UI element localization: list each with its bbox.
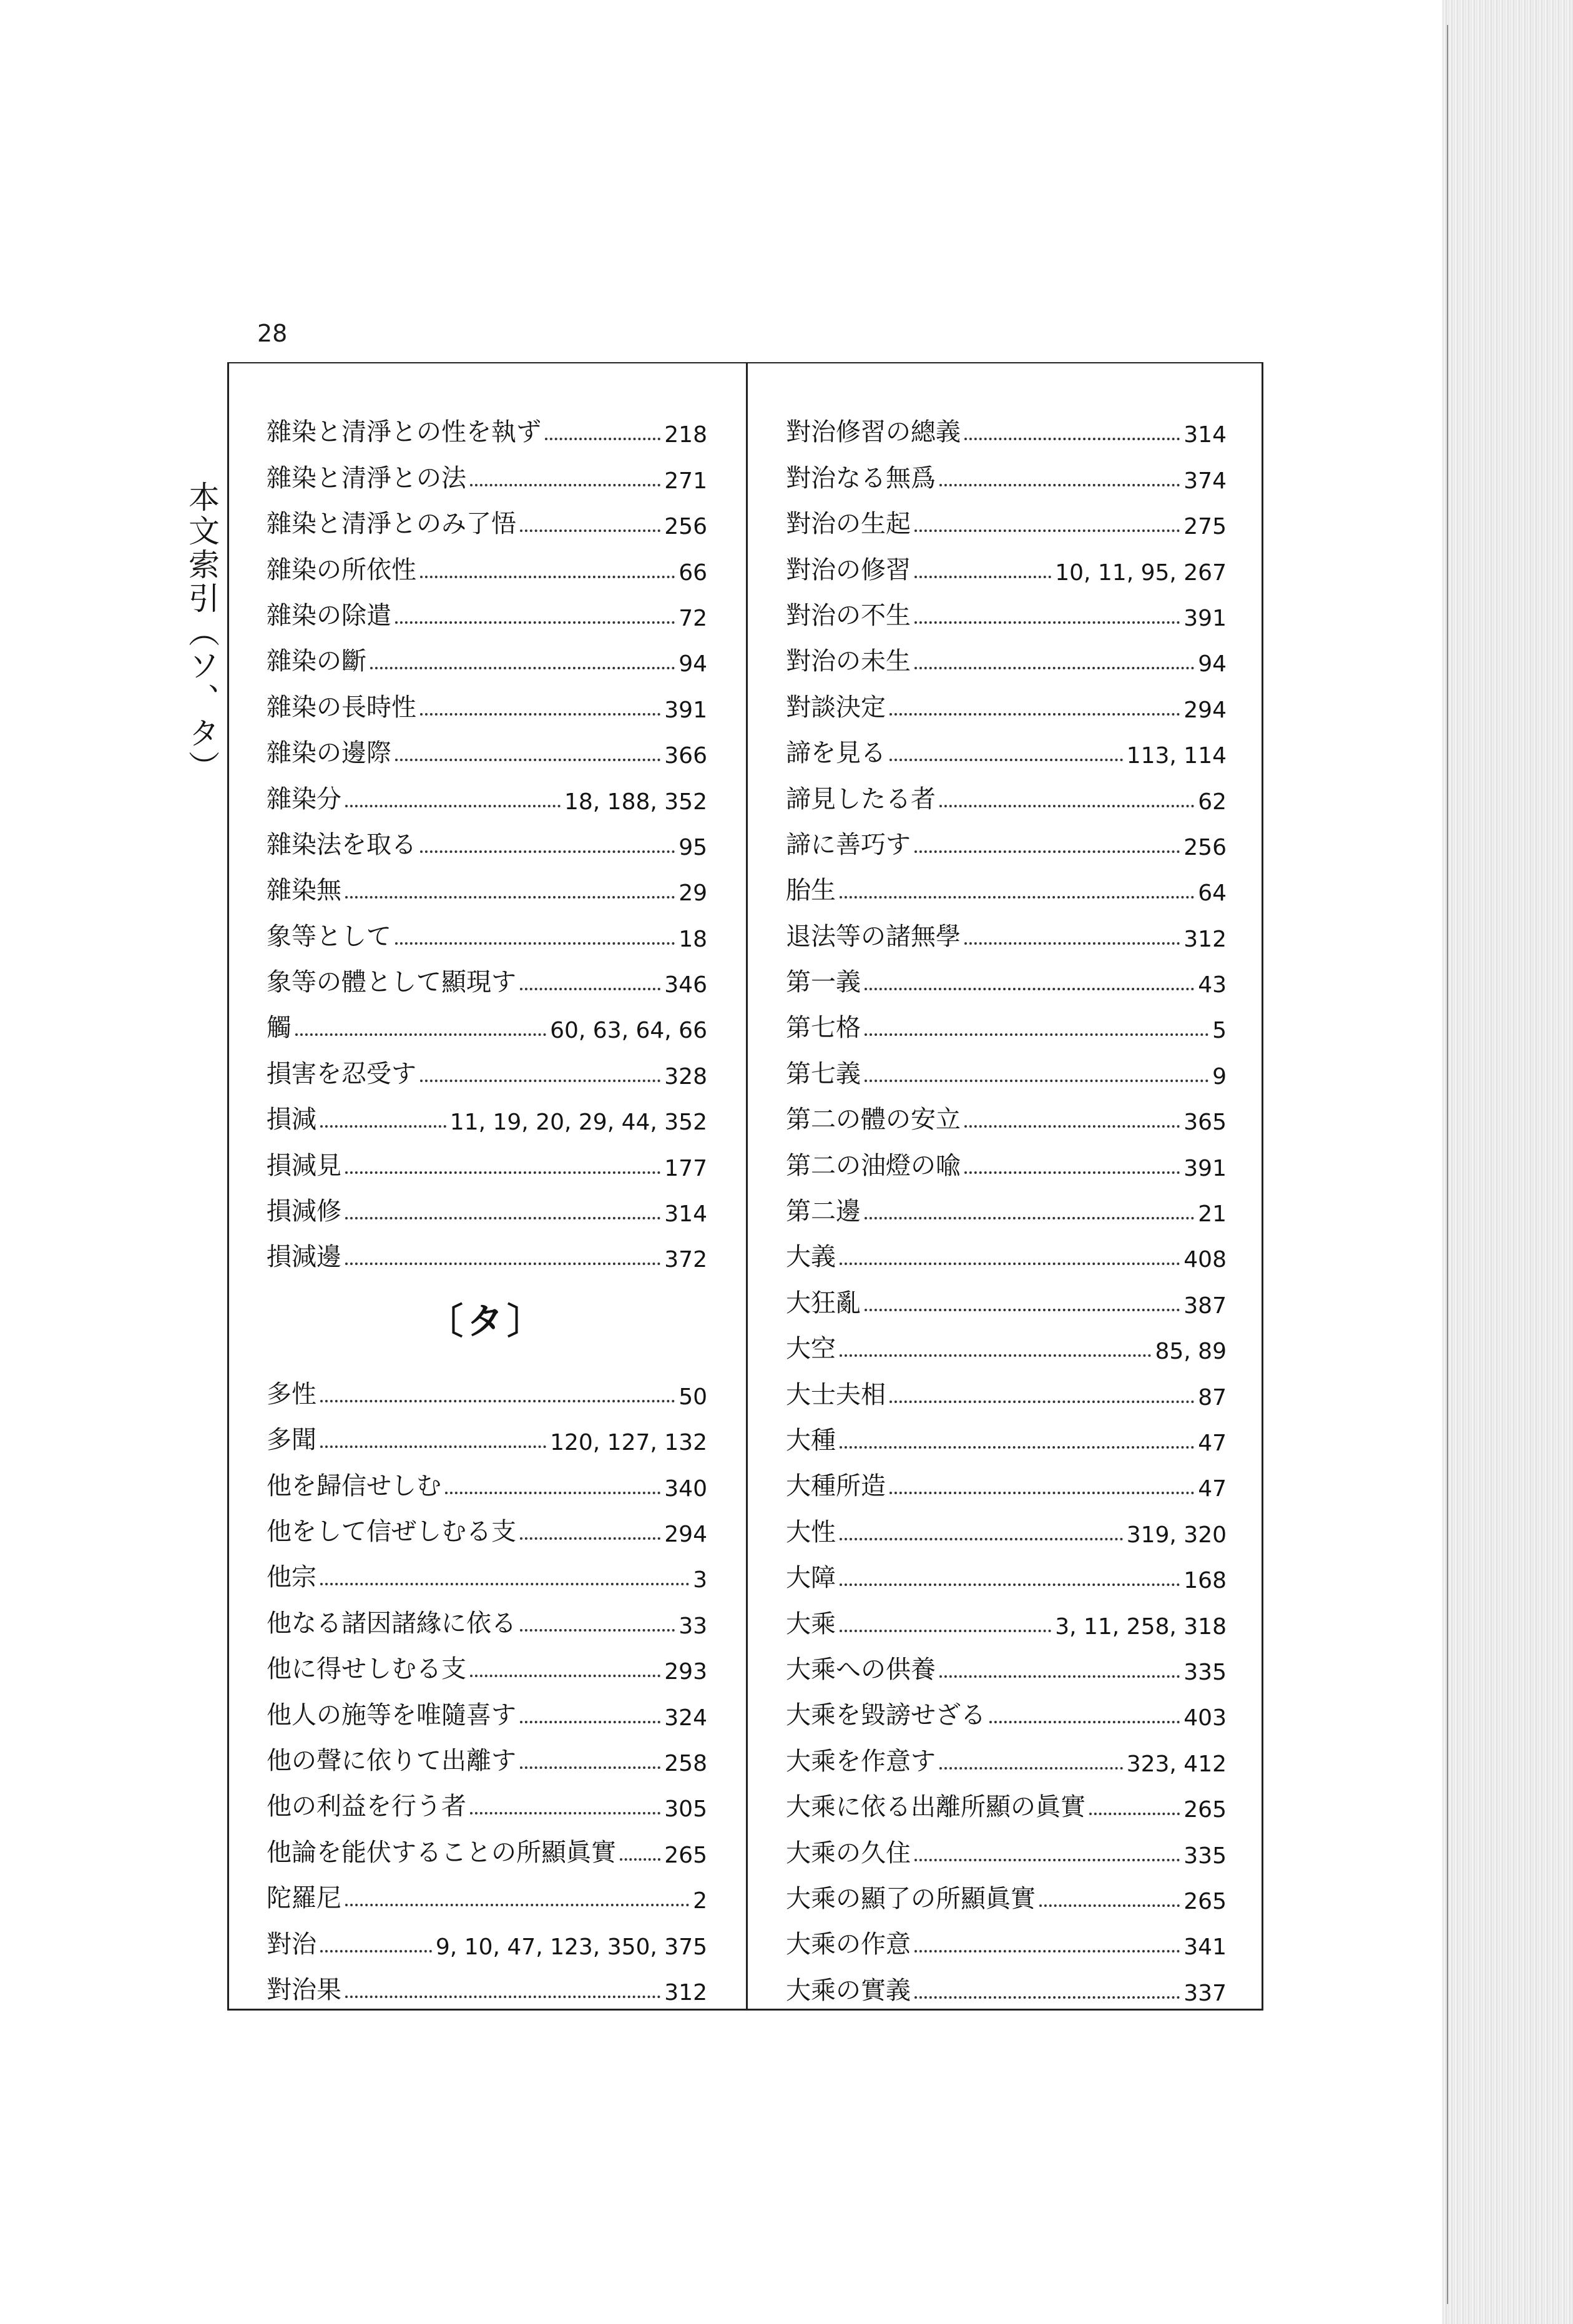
entry-pages: 9 — [1212, 1063, 1227, 1090]
index-entry — [267, 1868, 707, 1914]
entry-pages: 258 — [664, 1750, 707, 1776]
index-entry — [267, 1455, 707, 1501]
entry-term: 大狂亂 — [786, 1288, 861, 1317]
dot-leader — [320, 1445, 546, 1448]
index-entry — [786, 815, 1227, 860]
entry-term: 大種所造 — [786, 1472, 886, 1501]
entry-term: 第七格 — [786, 1013, 861, 1043]
index-entry — [267, 998, 707, 1043]
dot-leader — [865, 1309, 1180, 1311]
entry-term: 退法等の諸無學 — [786, 922, 961, 951]
dot-leader — [889, 759, 1123, 761]
dot-leader — [914, 529, 1180, 532]
entry-term: 多性 — [267, 1379, 316, 1409]
dot-leader — [420, 1080, 660, 1082]
index-entry — [786, 769, 1227, 814]
right-column — [786, 402, 1227, 2006]
entry-pages: 366 — [664, 743, 707, 769]
dot-leader — [1089, 1813, 1180, 1815]
entry-term: 對治の未生 — [786, 647, 911, 676]
dot-leader — [470, 484, 660, 486]
page-number: 28 — [257, 320, 288, 347]
dot-leader — [840, 1446, 1194, 1449]
dot-leader — [370, 667, 675, 669]
entry-pages: 314 — [1183, 422, 1227, 448]
dot-leader — [345, 1263, 660, 1265]
dot-leader — [964, 1125, 1180, 1128]
dot-leader — [840, 1583, 1180, 1586]
dot-leader — [964, 942, 1180, 945]
dot-leader — [914, 850, 1180, 853]
entry-term: 對治の生起 — [786, 510, 911, 539]
entry-term: 對治の修習 — [786, 555, 911, 584]
entry-pages: 218 — [664, 422, 707, 448]
entry-pages: 177 — [664, 1155, 707, 1181]
entry-pages: 47 — [1198, 1476, 1227, 1502]
index-entry — [786, 1777, 1227, 1823]
entry-pages: 9, 10, 47, 123, 350, 375 — [435, 1934, 707, 1960]
dot-leader — [914, 621, 1180, 624]
index-entry — [786, 1640, 1227, 1685]
dot-leader — [470, 1675, 660, 1677]
dot-leader — [914, 1996, 1180, 1999]
index-entry — [267, 1410, 707, 1455]
index-entry — [786, 906, 1227, 952]
entry-pages: 33 — [679, 1613, 707, 1639]
entry-term: 大乘を毀謗せざる — [786, 1701, 986, 1730]
dot-leader — [939, 484, 1180, 486]
dot-leader — [939, 805, 1194, 807]
entry-pages: 403 — [1183, 1705, 1227, 1731]
right-entries — [786, 402, 1227, 2006]
entry-term: 對治修習の總義 — [786, 418, 961, 447]
entry-term: 對談決定 — [786, 692, 886, 722]
entry-term: 對治 — [267, 1929, 316, 1959]
index-entry — [786, 1731, 1227, 1776]
index-entry — [267, 1135, 707, 1181]
index-entry — [786, 1823, 1227, 1868]
dot-leader — [445, 1492, 660, 1494]
entry-term: 他なる諸因諸緣に依る — [267, 1608, 516, 1638]
entry-term: 大空 — [786, 1334, 836, 1364]
entry-term: 損減 — [267, 1105, 316, 1135]
entry-pages: 346 — [664, 972, 707, 998]
dot-leader — [295, 1033, 546, 1036]
entry-term: 損減邊 — [267, 1243, 341, 1272]
index-entry — [267, 1960, 707, 2006]
entry-pages: 324 — [664, 1705, 707, 1731]
entry-pages: 62 — [1198, 789, 1227, 815]
dot-leader — [840, 1263, 1180, 1265]
entry-pages: 2 — [693, 1888, 707, 1914]
index-entry — [786, 1135, 1227, 1181]
entry-term: 諦見したる者 — [786, 784, 936, 814]
dot-leader — [865, 1033, 1208, 1036]
entry-term: 第一義 — [786, 968, 861, 997]
index-entry — [786, 539, 1227, 585]
entry-pages: 94 — [679, 651, 707, 677]
dot-leader — [840, 896, 1194, 899]
dot-leader — [914, 667, 1194, 669]
entry-pages: 113, 114 — [1126, 743, 1227, 769]
index-entry — [267, 815, 707, 860]
index-entry — [786, 586, 1227, 631]
entry-pages: 374 — [1183, 468, 1227, 494]
dot-leader — [989, 1721, 1180, 1723]
entry-pages: 319, 320 — [1126, 1522, 1227, 1548]
index-entry — [267, 494, 707, 539]
entry-pages: 5 — [1212, 1018, 1227, 1044]
entry-term: 第二の體の安立 — [786, 1105, 961, 1135]
entry-pages: 265 — [1183, 1797, 1227, 1823]
entry-pages: 3 — [693, 1567, 707, 1593]
section-header-ta: 〔タ〕 — [426, 1300, 547, 1343]
entry-term: 大障 — [786, 1563, 836, 1593]
entry-term: 雜染と清淨とのみ了悟 — [267, 510, 516, 539]
index-entry — [786, 1914, 1227, 1960]
entry-term: 胎生 — [786, 876, 836, 905]
entry-pages: 60, 63, 64, 66 — [550, 1018, 707, 1044]
entry-pages: 293 — [664, 1659, 707, 1685]
entry-pages: 265 — [664, 1842, 707, 1868]
index-entry — [786, 1043, 1227, 1089]
index-entry — [786, 1960, 1227, 2006]
entry-pages: 391 — [1183, 1155, 1227, 1181]
entry-term: 損害を忍受す — [267, 1059, 416, 1088]
index-entry — [267, 1822, 707, 1868]
entry-term: 大乘に依る出離所顯の眞實 — [786, 1793, 1085, 1822]
index-entry — [267, 769, 707, 814]
entry-pages: 64 — [1198, 880, 1227, 907]
entry-term: 大乘の顯了の所顯眞實 — [786, 1884, 1036, 1913]
entry-pages: 47 — [1198, 1430, 1227, 1456]
index-entry — [267, 448, 707, 493]
index-entry — [267, 677, 707, 722]
index-entry — [267, 952, 707, 998]
entry-term: 對治なる無爲 — [786, 463, 936, 493]
entry-term: 第二の油燈の喩 — [786, 1151, 961, 1180]
entry-term: 損減修 — [267, 1197, 341, 1226]
entry-term: 諦に善巧す — [786, 830, 911, 859]
entry-pages: 3, 11, 258, 318 — [1055, 1613, 1227, 1640]
entry-pages: 365 — [1183, 1110, 1227, 1136]
entry-term: 他論を能伏することの所顯眞實 — [267, 1838, 616, 1867]
index-entry — [267, 1685, 707, 1730]
entry-pages: 66 — [679, 559, 707, 586]
entry-pages: 10, 11, 95, 267 — [1055, 559, 1227, 586]
entry-pages: 312 — [664, 1979, 707, 2006]
entry-pages: 85, 89 — [1155, 1339, 1227, 1365]
entry-term: 他を歸信せしむ — [267, 1471, 441, 1500]
entry-term: 雜染と清淨との性を執ず — [267, 418, 541, 447]
dot-leader — [939, 1767, 1123, 1770]
entry-pages: 294 — [1183, 697, 1227, 723]
dot-leader — [320, 1583, 689, 1585]
dot-leader — [345, 1996, 660, 1998]
index-entry — [786, 1181, 1227, 1227]
entry-term: 損減見 — [267, 1151, 341, 1180]
dot-leader — [964, 438, 1180, 440]
dot-leader — [865, 1217, 1194, 1219]
dot-leader — [914, 576, 1051, 578]
index-entry — [267, 906, 707, 952]
index-entry — [267, 539, 707, 585]
entry-term: 大乘の作意 — [786, 1930, 911, 1959]
dot-leader — [889, 713, 1180, 716]
index-entry — [267, 1593, 707, 1638]
entry-pages: 391 — [1183, 605, 1227, 631]
entry-pages: 18, 188, 352 — [564, 789, 707, 815]
side-running-title: 本文索引（ソ、タ） — [184, 481, 220, 784]
entry-term: 第二邊 — [786, 1197, 861, 1226]
index-entry — [786, 1869, 1227, 1914]
index-entry — [786, 494, 1227, 539]
index-entry — [267, 723, 707, 769]
dot-leader — [395, 759, 660, 761]
entry-term: 雜染法を取る — [267, 830, 416, 859]
entry-term: 雜染の邊際 — [267, 739, 391, 768]
index-entry — [267, 1502, 707, 1547]
entry-term: 陀羅尼 — [267, 1884, 341, 1913]
index-entry — [786, 1364, 1227, 1410]
index-entry — [786, 1548, 1227, 1593]
entry-term: 大乘を作意す — [786, 1746, 936, 1776]
index-box — [227, 362, 1263, 2011]
dot-leader — [620, 1858, 660, 1861]
index-entry — [786, 998, 1227, 1043]
dot-leader — [520, 1629, 675, 1632]
entry-pages: 341 — [1183, 1934, 1227, 1961]
entry-term: 諦を見る — [786, 739, 886, 768]
entry-term: 象等として — [267, 922, 391, 951]
dot-leader — [520, 529, 660, 532]
entry-pages: 72 — [679, 605, 707, 631]
dot-leader — [420, 850, 675, 853]
left-entries-so — [267, 402, 707, 1273]
entry-pages: 372 — [664, 1247, 707, 1273]
dot-leader — [320, 1125, 446, 1128]
index-entry — [786, 1319, 1227, 1364]
entry-pages: 275 — [1183, 514, 1227, 540]
entry-term: 雜染の斷 — [267, 647, 366, 676]
dot-leader — [865, 988, 1194, 990]
entry-pages: 312 — [1183, 926, 1227, 952]
dot-leader — [914, 1950, 1180, 1952]
entry-pages: 305 — [664, 1796, 707, 1823]
entry-term: 雜染の所依性 — [267, 555, 416, 584]
dot-leader — [345, 805, 561, 807]
index-entry — [267, 1639, 707, 1685]
entry-pages: 120, 127, 132 — [550, 1430, 707, 1456]
column-divider — [746, 363, 748, 2009]
entry-pages: 265 — [1183, 1888, 1227, 1914]
scan-edge-line — [1447, 25, 1448, 2304]
entry-term: 第七義 — [786, 1059, 861, 1088]
dot-leader — [345, 1904, 689, 1906]
index-entry — [786, 1685, 1227, 1731]
dot-leader — [840, 1630, 1051, 1632]
dot-leader — [914, 1859, 1180, 1861]
entry-pages: 391 — [664, 697, 707, 723]
index-entry — [267, 1181, 707, 1227]
entry-term: 大乘 — [786, 1609, 836, 1638]
entry-term: 大乘の實義 — [786, 1976, 911, 2005]
entry-term: 大義 — [786, 1243, 836, 1272]
entry-term: 他の聲に依りて出離す — [267, 1746, 516, 1775]
index-entry — [786, 1456, 1227, 1502]
entry-pages: 256 — [1183, 834, 1227, 860]
dot-leader — [520, 1721, 660, 1723]
index-entry — [267, 1776, 707, 1822]
entry-pages: 328 — [664, 1063, 707, 1090]
index-entry — [267, 1731, 707, 1776]
index-entry — [267, 1364, 707, 1409]
index-entry — [786, 1593, 1227, 1639]
entry-term: 大乘の久住 — [786, 1838, 911, 1868]
index-entry — [267, 1090, 707, 1135]
index-entry — [786, 1502, 1227, 1547]
dot-leader — [889, 1492, 1194, 1494]
entry-term: 他に得せしむる支 — [267, 1655, 466, 1684]
entry-term: 他人の施等を唯隨喜す — [267, 1700, 516, 1730]
index-entry — [267, 1227, 707, 1273]
entry-pages: 314 — [664, 1201, 707, 1228]
dot-leader — [470, 1812, 660, 1814]
index-entry — [786, 1411, 1227, 1456]
dot-leader — [520, 1766, 660, 1769]
entry-pages: 256 — [664, 514, 707, 540]
index-entry — [786, 1090, 1227, 1135]
entry-term: 雜染無 — [267, 876, 341, 905]
entry-pages: 335 — [1183, 1843, 1227, 1869]
entry-pages: 18 — [679, 926, 707, 952]
entry-term: 對治果 — [267, 1975, 341, 2004]
dot-leader — [420, 713, 660, 716]
entry-term: 大士夫相 — [786, 1380, 886, 1409]
entry-pages: 408 — [1183, 1247, 1227, 1273]
index-entry — [267, 1547, 707, 1593]
dot-leader — [545, 438, 660, 440]
index-entry — [786, 860, 1227, 906]
index-entry — [786, 1273, 1227, 1318]
entry-term: 大種 — [786, 1425, 836, 1455]
dot-leader — [1039, 1904, 1180, 1907]
entry-pages: 335 — [1183, 1659, 1227, 1685]
scan-edge-texture — [1442, 0, 1573, 2324]
entry-pages: 387 — [1183, 1292, 1227, 1319]
entry-pages: 323, 412 — [1126, 1751, 1227, 1777]
entry-pages: 271 — [664, 468, 707, 494]
dot-leader — [520, 988, 660, 990]
dot-leader — [345, 896, 675, 899]
left-entries-ta — [267, 1364, 707, 2005]
dot-leader — [420, 576, 675, 578]
index-entry — [786, 402, 1227, 448]
dot-leader — [395, 621, 675, 624]
dot-leader — [840, 1354, 1151, 1357]
index-entry — [267, 860, 707, 906]
entry-term: 大性 — [786, 1517, 836, 1547]
dot-leader — [520, 1537, 660, 1540]
entry-term: 他宗 — [267, 1563, 316, 1592]
dot-leader — [320, 1950, 432, 1952]
entry-pages: 95 — [679, 834, 707, 860]
entry-term: 雜染の除遣 — [267, 601, 391, 630]
index-entry — [786, 723, 1227, 769]
entry-term: 他をして信ぜしむる支 — [267, 1517, 516, 1546]
dot-leader — [395, 942, 675, 945]
entry-term: 雜染分 — [267, 784, 341, 814]
entry-pages: 50 — [679, 1384, 707, 1410]
entry-term: 觸 — [267, 1013, 292, 1043]
index-entry — [786, 448, 1227, 493]
entry-pages: 168 — [1183, 1568, 1227, 1594]
dot-leader — [320, 1400, 675, 1402]
dot-leader — [964, 1171, 1180, 1174]
entry-pages: 294 — [664, 1521, 707, 1547]
left-column — [267, 402, 707, 2006]
index-entry — [267, 1043, 707, 1089]
index-entry — [786, 952, 1227, 998]
entry-term: 象等の體として顯現す — [267, 968, 516, 997]
entry-term: 雜染の長時性 — [267, 692, 416, 722]
entry-term: 對治の不生 — [786, 601, 911, 630]
entry-term: 雜染と清淨との法 — [267, 463, 466, 493]
dot-leader — [939, 1675, 1180, 1678]
index-entry — [267, 402, 707, 448]
index-entry — [786, 1227, 1227, 1273]
entry-pages: 337 — [1183, 1980, 1227, 2006]
entry-term: 大乘への供養 — [786, 1655, 936, 1684]
entry-term: 多聞 — [267, 1425, 316, 1455]
dot-leader — [865, 1080, 1208, 1082]
index-entry — [786, 677, 1227, 722]
index-entry — [267, 1914, 707, 1959]
entry-term: 他の利益を行う者 — [267, 1792, 466, 1821]
entry-pages: 94 — [1198, 651, 1227, 677]
entry-pages: 87 — [1198, 1384, 1227, 1411]
dot-leader — [840, 1538, 1123, 1540]
entry-pages: 21 — [1198, 1201, 1227, 1228]
index-entry — [267, 631, 707, 677]
entry-pages: 29 — [679, 880, 707, 907]
dot-leader — [345, 1217, 660, 1219]
entry-pages: 43 — [1198, 972, 1227, 998]
dot-leader — [345, 1171, 660, 1174]
entry-pages: 11, 19, 20, 29, 44, 352 — [449, 1110, 707, 1136]
dot-leader — [889, 1401, 1194, 1403]
entry-pages: 340 — [664, 1475, 707, 1502]
index-entry — [267, 586, 707, 631]
index-entry — [786, 631, 1227, 677]
